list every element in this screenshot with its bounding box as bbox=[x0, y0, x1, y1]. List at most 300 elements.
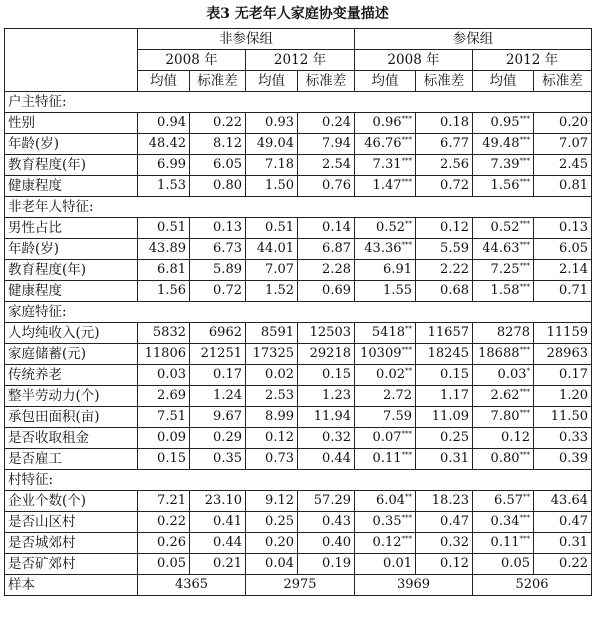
table-cell bbox=[355, 281, 416, 302]
table-row bbox=[5, 218, 592, 239]
header-stat: 标准差 bbox=[416, 71, 473, 92]
table-cell bbox=[298, 155, 355, 176]
table-cell bbox=[416, 428, 473, 449]
cell-value: 6.87 bbox=[322, 241, 351, 256]
cell-value: 0.80 bbox=[213, 178, 242, 193]
table-cell bbox=[246, 344, 298, 365]
cell-value: 0.02 bbox=[376, 367, 405, 382]
significance-marker: *** bbox=[401, 346, 412, 354]
table-cell bbox=[138, 533, 190, 554]
table-cell bbox=[473, 113, 534, 134]
table-cell bbox=[534, 365, 592, 386]
cell-value: 6.57 bbox=[494, 493, 523, 508]
row-label: 健康程度 bbox=[5, 281, 138, 302]
table-cell bbox=[246, 113, 298, 134]
significance-marker: *** bbox=[519, 136, 530, 144]
cell-value: 0.73 bbox=[265, 451, 294, 466]
cell-value: 0.68 bbox=[440, 283, 469, 298]
section-title: 户主特征: bbox=[5, 92, 592, 113]
table-cell bbox=[298, 428, 355, 449]
table-cell bbox=[246, 176, 298, 197]
cell-value: 0.40 bbox=[322, 535, 351, 550]
section-row bbox=[5, 92, 592, 113]
table-cell bbox=[534, 533, 592, 554]
header-year: 2008 年 bbox=[355, 50, 473, 71]
significance-marker: *** bbox=[401, 178, 412, 186]
table-cell bbox=[190, 554, 246, 575]
table-cell bbox=[138, 134, 190, 155]
cell-value: 8278 bbox=[496, 325, 530, 340]
table-row bbox=[5, 155, 592, 176]
row-label: 年龄(岁) bbox=[5, 134, 138, 155]
cell-value: 0.76 bbox=[322, 178, 351, 193]
cell-value: 0.44 bbox=[322, 451, 351, 466]
header-year: 2008 年 bbox=[138, 50, 246, 71]
cell-value: 0.32 bbox=[322, 430, 351, 445]
table-cell bbox=[534, 176, 592, 197]
table-cell bbox=[190, 113, 246, 134]
cell-value: 0.13 bbox=[559, 220, 588, 235]
cell-value: 9.12 bbox=[265, 493, 294, 508]
significance-marker: *** bbox=[519, 514, 530, 522]
cell-value: 0.01 bbox=[383, 556, 412, 571]
table-row bbox=[5, 365, 592, 386]
table-cell bbox=[473, 260, 534, 281]
cell-value: 1.17 bbox=[440, 388, 469, 403]
table-title: 表3 无老年人家庭协变量描述 bbox=[206, 6, 389, 22]
table-cell bbox=[473, 365, 534, 386]
row-label: 传统养老 bbox=[5, 365, 138, 386]
cell-value: 2.54 bbox=[322, 157, 351, 172]
table-cell bbox=[298, 512, 355, 533]
table-cell bbox=[534, 134, 592, 155]
table-cell bbox=[473, 344, 534, 365]
section-row bbox=[5, 470, 592, 491]
table-cell bbox=[534, 407, 592, 428]
table-cell bbox=[190, 533, 246, 554]
row-label: 教育程度(年) bbox=[5, 155, 138, 176]
header-stat: 标准差 bbox=[190, 71, 246, 92]
cell-value: 9.67 bbox=[213, 409, 242, 424]
cell-value: 0.15 bbox=[322, 367, 351, 382]
table-cell bbox=[355, 449, 416, 470]
table-row bbox=[5, 554, 592, 575]
cell-value: 0.69 bbox=[322, 283, 351, 298]
cell-value: 48.42 bbox=[148, 136, 186, 151]
cell-value: 21251 bbox=[200, 346, 242, 361]
significance-marker: *** bbox=[401, 136, 412, 144]
table-cell bbox=[246, 155, 298, 176]
cell-value: 0.24 bbox=[322, 115, 351, 130]
cell-value: 18688 bbox=[478, 346, 520, 361]
cell-value: 12503 bbox=[309, 325, 351, 340]
table-cell bbox=[416, 386, 473, 407]
sample-size: 3969 bbox=[355, 575, 473, 596]
table-cell bbox=[190, 260, 246, 281]
header-group-participant: 参保组 bbox=[355, 29, 592, 50]
table-cell bbox=[190, 449, 246, 470]
cell-value: 0.18 bbox=[440, 115, 469, 130]
cell-value: 0.31 bbox=[440, 451, 469, 466]
cell-value: 2.69 bbox=[157, 388, 186, 403]
table-cell bbox=[298, 260, 355, 281]
table-cell bbox=[190, 176, 246, 197]
table-cell bbox=[138, 260, 190, 281]
cell-value: 7.59 bbox=[383, 409, 412, 424]
header-stat: 均值 bbox=[138, 71, 190, 92]
table-cell bbox=[473, 218, 534, 239]
cell-value: 6.77 bbox=[440, 136, 469, 151]
cell-value: 6.05 bbox=[213, 157, 242, 172]
cell-value: 44.01 bbox=[256, 241, 294, 256]
table-cell bbox=[246, 491, 298, 512]
table-cell bbox=[473, 512, 534, 533]
table-cell bbox=[298, 239, 355, 260]
cell-value: 7.18 bbox=[265, 157, 294, 172]
header-year: 2012 年 bbox=[473, 50, 592, 71]
cell-value: 0.12 bbox=[440, 220, 469, 235]
table-cell bbox=[473, 239, 534, 260]
table-cell bbox=[190, 155, 246, 176]
cell-value: 0.14 bbox=[322, 220, 351, 235]
table-cell bbox=[473, 428, 534, 449]
row-label: 是否收取租金 bbox=[5, 428, 138, 449]
table-cell bbox=[298, 491, 355, 512]
table-row bbox=[5, 281, 592, 302]
table-cell bbox=[416, 113, 473, 134]
table-cell bbox=[473, 134, 534, 155]
significance-marker: *** bbox=[519, 535, 530, 543]
header-stat: 均值 bbox=[246, 71, 298, 92]
table-cell bbox=[298, 113, 355, 134]
cell-value: 7.39 bbox=[490, 157, 520, 172]
table-cell bbox=[298, 449, 355, 470]
cell-value: 49.48 bbox=[482, 136, 520, 151]
significance-marker: *** bbox=[401, 430, 412, 438]
cell-value: 0.34 bbox=[490, 514, 520, 529]
cell-value: 0.95 bbox=[490, 115, 520, 130]
significance-marker: *** bbox=[401, 514, 412, 522]
table-cell bbox=[416, 491, 473, 512]
cell-value: 0.20 bbox=[559, 115, 588, 130]
cell-value: 11657 bbox=[427, 325, 469, 340]
cell-value: 8.12 bbox=[213, 136, 242, 151]
section-row bbox=[5, 197, 592, 218]
cell-value: 0.22 bbox=[559, 556, 588, 571]
table-cell bbox=[246, 554, 298, 575]
cell-value: 7.25 bbox=[490, 262, 520, 277]
cell-value: 0.22 bbox=[213, 115, 242, 130]
table-cell bbox=[355, 512, 416, 533]
table-cell bbox=[298, 218, 355, 239]
table-cell bbox=[416, 323, 473, 344]
covariate-table bbox=[4, 28, 592, 596]
cell-value: 57.29 bbox=[313, 493, 351, 508]
table-cell bbox=[473, 155, 534, 176]
header-stat: 标准差 bbox=[534, 71, 592, 92]
cell-value: 1.55 bbox=[383, 283, 412, 298]
table-cell bbox=[355, 176, 416, 197]
cell-value: 0.96 bbox=[372, 115, 402, 130]
cell-value: 11.09 bbox=[431, 409, 469, 424]
cell-value: 6962 bbox=[208, 325, 242, 340]
table-row bbox=[5, 533, 592, 554]
table-row bbox=[5, 407, 592, 428]
cell-value: 17325 bbox=[252, 346, 294, 361]
cell-value: 2.14 bbox=[559, 262, 588, 277]
table-body bbox=[5, 92, 592, 596]
significance-marker: ** bbox=[523, 493, 530, 501]
table-cell bbox=[534, 449, 592, 470]
table-row bbox=[5, 176, 592, 197]
table-cell bbox=[190, 491, 246, 512]
cell-value: 2.62 bbox=[490, 388, 520, 403]
cell-value: 6.81 bbox=[157, 262, 186, 277]
cell-value: 0.47 bbox=[559, 514, 588, 529]
table-row bbox=[5, 449, 592, 470]
table-cell bbox=[355, 113, 416, 134]
table-cell bbox=[138, 428, 190, 449]
cell-value: 1.23 bbox=[322, 388, 351, 403]
cell-value: 1.56 bbox=[490, 178, 520, 193]
cell-value: 18.23 bbox=[431, 493, 469, 508]
cell-value: 5832 bbox=[152, 325, 186, 340]
row-label: 承包田面积(亩) bbox=[5, 407, 138, 428]
cell-value: 7.31 bbox=[372, 157, 402, 172]
cell-value: 2.22 bbox=[440, 262, 469, 277]
significance-marker: ** bbox=[405, 220, 412, 228]
cell-value: 0.93 bbox=[265, 115, 294, 130]
cell-value: 0.81 bbox=[559, 178, 588, 193]
cell-value: 0.33 bbox=[559, 430, 588, 445]
table-cell bbox=[473, 533, 534, 554]
cell-value: 0.94 bbox=[157, 115, 186, 130]
cell-value: 0.12 bbox=[372, 535, 402, 550]
table-cell bbox=[473, 491, 534, 512]
cell-value: 0.05 bbox=[501, 556, 530, 571]
table-cell bbox=[138, 281, 190, 302]
table-cell bbox=[246, 260, 298, 281]
table-cell bbox=[534, 512, 592, 533]
table-cell bbox=[298, 533, 355, 554]
table-cell bbox=[190, 512, 246, 533]
table-cell bbox=[190, 344, 246, 365]
row-label: 是否山区村 bbox=[5, 512, 138, 533]
table-cell bbox=[190, 134, 246, 155]
cell-value: 0.12 bbox=[501, 430, 530, 445]
cell-value: 0.25 bbox=[440, 430, 469, 445]
cell-value: 1.47 bbox=[372, 178, 402, 193]
cell-value: 0.43 bbox=[322, 514, 351, 529]
cell-value: 6.05 bbox=[559, 241, 588, 256]
table-cell bbox=[246, 407, 298, 428]
cell-value: 18245 bbox=[427, 346, 469, 361]
cell-value: 11806 bbox=[144, 346, 186, 361]
cell-value: 0.80 bbox=[490, 451, 520, 466]
table-cell bbox=[190, 239, 246, 260]
table-cell bbox=[298, 134, 355, 155]
table-cell bbox=[246, 533, 298, 554]
cell-value: 0.29 bbox=[213, 430, 242, 445]
row-label: 整半劳动力(个) bbox=[5, 386, 138, 407]
table-cell bbox=[473, 554, 534, 575]
cell-value: 7.07 bbox=[559, 136, 588, 151]
row-label: 教育程度(年) bbox=[5, 260, 138, 281]
cell-value: 0.09 bbox=[157, 430, 186, 445]
cell-value: 43.64 bbox=[550, 493, 588, 508]
table-cell bbox=[534, 113, 592, 134]
table-cell bbox=[473, 449, 534, 470]
cell-value: 0.72 bbox=[213, 283, 242, 298]
cell-value: 29218 bbox=[309, 346, 351, 361]
cell-value: 0.19 bbox=[322, 556, 351, 571]
cell-value: 5418 bbox=[371, 325, 405, 340]
table-cell bbox=[355, 428, 416, 449]
table-cell bbox=[416, 218, 473, 239]
cell-value: 0.51 bbox=[157, 220, 186, 235]
sample-size: 4365 bbox=[138, 575, 246, 596]
table-cell bbox=[298, 365, 355, 386]
table-cell bbox=[298, 323, 355, 344]
table-cell bbox=[534, 428, 592, 449]
table-cell bbox=[534, 344, 592, 365]
table-cell bbox=[473, 386, 534, 407]
table-cell bbox=[246, 218, 298, 239]
cell-value: 1.53 bbox=[157, 178, 186, 193]
section-title: 家庭特征: bbox=[5, 302, 592, 323]
cell-value: 0.17 bbox=[559, 367, 588, 382]
section-row bbox=[5, 302, 592, 323]
cell-value: 0.03 bbox=[157, 367, 186, 382]
significance-marker: *** bbox=[401, 451, 412, 459]
cell-value: 0.52 bbox=[376, 220, 405, 235]
table-cell bbox=[138, 323, 190, 344]
row-label: 人均纯收入(元) bbox=[5, 323, 138, 344]
table-cell bbox=[190, 428, 246, 449]
sample-label: 样本 bbox=[5, 575, 138, 596]
significance-marker: ** bbox=[405, 367, 412, 375]
table-cell bbox=[534, 281, 592, 302]
cell-value: 2.45 bbox=[559, 157, 588, 172]
table-cell bbox=[138, 365, 190, 386]
table-cell bbox=[416, 449, 473, 470]
row-label: 是否城郊村 bbox=[5, 533, 138, 554]
table-cell bbox=[190, 218, 246, 239]
table-row bbox=[5, 134, 592, 155]
cell-value: 0.35 bbox=[372, 514, 402, 529]
cell-value: 0.04 bbox=[265, 556, 294, 571]
cell-value: 0.13 bbox=[213, 220, 242, 235]
table-cell bbox=[355, 491, 416, 512]
table-cell bbox=[355, 260, 416, 281]
table-row bbox=[5, 512, 592, 533]
cell-value: 1.20 bbox=[559, 388, 588, 403]
table-cell bbox=[355, 239, 416, 260]
significance-marker: *** bbox=[519, 220, 530, 228]
cell-value: 0.32 bbox=[440, 535, 469, 550]
cell-value: 0.07 bbox=[372, 430, 402, 445]
cell-value: 5.59 bbox=[440, 241, 469, 256]
table-cell bbox=[416, 407, 473, 428]
cell-value: 2.28 bbox=[322, 262, 351, 277]
table-cell bbox=[298, 554, 355, 575]
cell-value: 6.73 bbox=[213, 241, 242, 256]
table-cell bbox=[190, 323, 246, 344]
cell-value: 43.36 bbox=[364, 241, 402, 256]
cell-value: 0.31 bbox=[559, 535, 588, 550]
cell-value: 0.12 bbox=[440, 556, 469, 571]
table-cell bbox=[246, 365, 298, 386]
table-cell bbox=[416, 260, 473, 281]
cell-value: 11.94 bbox=[313, 409, 351, 424]
table-cell bbox=[246, 281, 298, 302]
table-cell bbox=[298, 281, 355, 302]
significance-marker: *** bbox=[519, 388, 530, 396]
cell-value: 10309 bbox=[360, 346, 402, 361]
cell-value: 7.80 bbox=[490, 409, 520, 424]
table-cell bbox=[473, 407, 534, 428]
header-corner bbox=[5, 29, 138, 92]
table-cell bbox=[298, 344, 355, 365]
cell-value: 0.21 bbox=[213, 556, 242, 571]
sample-row bbox=[5, 575, 592, 596]
sample-size: 5206 bbox=[473, 575, 592, 596]
table-cell bbox=[355, 344, 416, 365]
cell-value: 1.52 bbox=[265, 283, 294, 298]
row-label: 年龄(岁) bbox=[5, 239, 138, 260]
cell-value: 0.25 bbox=[265, 514, 294, 529]
sample-size: 2975 bbox=[246, 575, 355, 596]
table-cell bbox=[534, 218, 592, 239]
table-cell bbox=[138, 155, 190, 176]
cell-value: 5.89 bbox=[213, 262, 242, 277]
cell-value: 0.11 bbox=[490, 535, 520, 550]
row-label: 性别 bbox=[5, 113, 138, 134]
table-cell bbox=[534, 554, 592, 575]
row-label: 健康程度 bbox=[5, 176, 138, 197]
table-cell bbox=[246, 428, 298, 449]
row-label: 家庭储蓄(元) bbox=[5, 344, 138, 365]
section-title: 村特征: bbox=[5, 470, 592, 491]
cell-value: 49.04 bbox=[256, 136, 294, 151]
table-cell bbox=[473, 176, 534, 197]
table-cell bbox=[298, 176, 355, 197]
cell-value: 44.63 bbox=[482, 241, 520, 256]
cell-value: 0.39 bbox=[559, 451, 588, 466]
cell-value: 7.07 bbox=[265, 262, 294, 277]
significance-marker: *** bbox=[519, 115, 530, 123]
table-cell bbox=[416, 344, 473, 365]
cell-value: 1.50 bbox=[265, 178, 294, 193]
table-row bbox=[5, 239, 592, 260]
table-row bbox=[5, 386, 592, 407]
cell-value: 46.76 bbox=[364, 136, 402, 151]
table-cell bbox=[534, 260, 592, 281]
table-cell bbox=[246, 386, 298, 407]
table-cell bbox=[534, 155, 592, 176]
significance-marker: *** bbox=[519, 283, 530, 291]
section-title: 非老年人特征: bbox=[5, 197, 592, 218]
cell-value: 0.71 bbox=[559, 283, 588, 298]
table-cell bbox=[355, 386, 416, 407]
table-cell bbox=[298, 386, 355, 407]
cell-value: 0.51 bbox=[265, 220, 294, 235]
table-cell bbox=[355, 533, 416, 554]
cell-value: 0.22 bbox=[157, 514, 186, 529]
table-cell bbox=[246, 323, 298, 344]
table-cell bbox=[138, 512, 190, 533]
header-row-groups bbox=[5, 29, 592, 50]
